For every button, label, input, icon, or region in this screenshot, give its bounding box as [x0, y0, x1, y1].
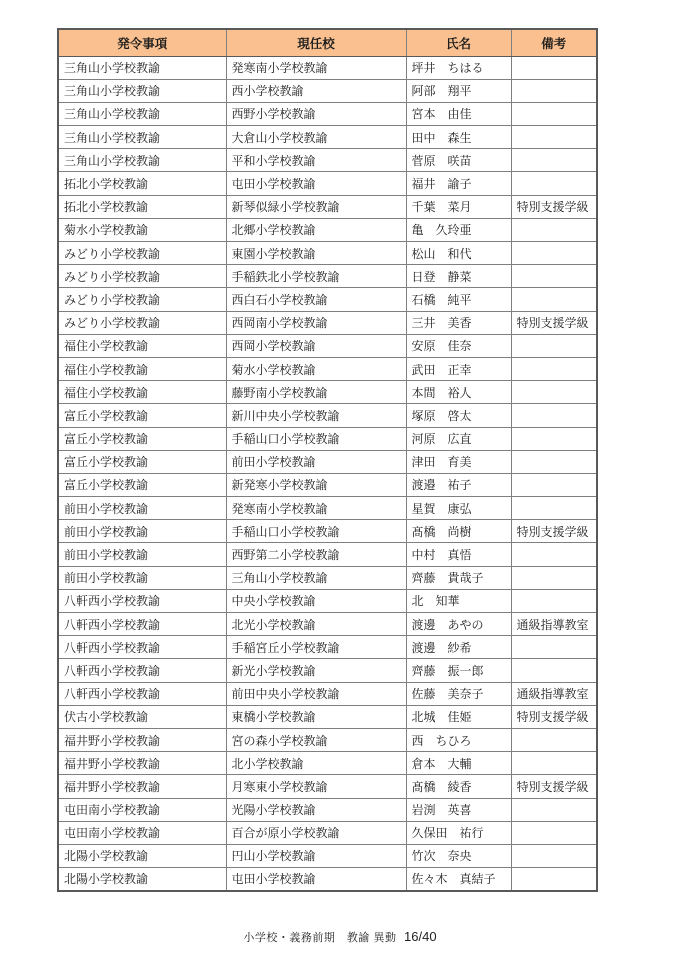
table-row	[58, 102, 597, 125]
cell-name: 北 知華	[406, 589, 511, 612]
page-number: 16/40	[404, 929, 437, 944]
cell-order: 八軒西小学校教諭	[58, 589, 226, 612]
cell-name: 中村 真悟	[406, 543, 511, 566]
cell-order: 富丘小学校教諭	[58, 450, 226, 473]
table-row	[58, 126, 597, 149]
cell-remarks	[511, 172, 597, 195]
cell-order: 伏古小学校教諭	[58, 705, 226, 728]
cell-current-school: 新発寒小学校教諭	[226, 473, 406, 496]
column-header-name: 氏名	[406, 29, 511, 56]
column-header-current-school: 現任校	[226, 29, 406, 56]
table-row	[58, 520, 597, 543]
cell-current-school: 西野第二小学校教諭	[226, 543, 406, 566]
cell-name: 岩渕 英喜	[406, 798, 511, 821]
cell-order: 三角山小学校教諭	[58, 56, 226, 79]
cell-name: 星賀 康弘	[406, 497, 511, 520]
cell-name: 坪井 ちはる	[406, 56, 511, 79]
cell-order: 拓北小学校教諭	[58, 195, 226, 218]
cell-order: 拓北小学校教諭	[58, 172, 226, 195]
table-row	[58, 334, 597, 357]
cell-remarks	[511, 56, 597, 79]
cell-current-school: 中央小学校教諭	[226, 589, 406, 612]
cell-remarks	[511, 404, 597, 427]
cell-current-school: 北郷小学校教諭	[226, 218, 406, 241]
footer-label: 小学校・義務前期 教諭 異動	[243, 932, 397, 944]
cell-name: 渡邊 あやの	[406, 613, 511, 636]
cell-remarks: 特別支援学級	[511, 311, 597, 334]
cell-name: 阿部 翔平	[406, 79, 511, 102]
table-row	[58, 195, 597, 218]
cell-current-school: 東橋小学校教諭	[226, 705, 406, 728]
cell-remarks: 特別支援学級	[511, 775, 597, 798]
cell-order: 前田小学校教諭	[58, 543, 226, 566]
cell-name: 竹次 奈央	[406, 844, 511, 867]
cell-current-school: 手稲山口小学校教諭	[226, 427, 406, 450]
cell-order: 菊水小学校教諭	[58, 218, 226, 241]
table-row	[58, 218, 597, 241]
cell-remarks	[511, 868, 597, 891]
cell-remarks	[511, 497, 597, 520]
table-row	[58, 311, 597, 334]
cell-name: 本間 裕人	[406, 381, 511, 404]
cell-remarks	[511, 798, 597, 821]
cell-order: 三角山小学校教諭	[58, 126, 226, 149]
cell-remarks	[511, 288, 597, 311]
table-row	[58, 659, 597, 682]
table-row	[58, 752, 597, 775]
cell-current-school: 発寒南小学校教諭	[226, 497, 406, 520]
cell-current-school: 藤野南小学校教諭	[226, 381, 406, 404]
table-row	[58, 821, 597, 844]
cell-order: 屯田南小学校教諭	[58, 798, 226, 821]
cell-current-school: 発寒南小学校教諭	[226, 56, 406, 79]
cell-name: 田中 森生	[406, 126, 511, 149]
cell-order: 福井野小学校教諭	[58, 728, 226, 751]
cell-remarks	[511, 752, 597, 775]
cell-name: 石橋 純平	[406, 288, 511, 311]
cell-name: 久保田 祐行	[406, 821, 511, 844]
cell-order: みどり小学校教諭	[58, 265, 226, 288]
table-row	[58, 682, 597, 705]
table-row	[58, 497, 597, 520]
cell-current-school: 三角山小学校教諭	[226, 566, 406, 589]
cell-current-school: 菊水小学校教諭	[226, 357, 406, 380]
column-header-order: 発令事項	[58, 29, 226, 56]
table-row	[58, 705, 597, 728]
cell-order: 前田小学校教諭	[58, 566, 226, 589]
cell-current-school: 屯田小学校教諭	[226, 868, 406, 891]
cell-remarks	[511, 821, 597, 844]
cell-name: 河原 広直	[406, 427, 511, 450]
cell-current-school: 宮の森小学校教諭	[226, 728, 406, 751]
cell-remarks: 通級指導教室	[511, 682, 597, 705]
cell-order: みどり小学校教諭	[58, 311, 226, 334]
cell-remarks	[511, 450, 597, 473]
cell-remarks	[511, 334, 597, 357]
cell-name: 菅原 咲苗	[406, 149, 511, 172]
cell-order: 八軒西小学校教諭	[58, 659, 226, 682]
cell-remarks	[511, 357, 597, 380]
cell-name: 渡邊 紗希	[406, 636, 511, 659]
cell-current-school: 東園小学校教諭	[226, 242, 406, 265]
table-row	[58, 56, 597, 79]
table-row	[58, 149, 597, 172]
cell-name: 齊藤 貴哉子	[406, 566, 511, 589]
cell-remarks	[511, 102, 597, 125]
cell-remarks: 特別支援学級	[511, 195, 597, 218]
cell-name: 亀 久玲亜	[406, 218, 511, 241]
table-row	[58, 357, 597, 380]
page-footer	[0, 929, 680, 945]
table-row	[58, 172, 597, 195]
cell-current-school: 手稲山口小学校教諭	[226, 520, 406, 543]
table-row	[58, 404, 597, 427]
cell-name: 髙橋 尚樹	[406, 520, 511, 543]
cell-order: 八軒西小学校教諭	[58, 682, 226, 705]
table-row	[58, 79, 597, 102]
cell-current-school: 円山小学校教諭	[226, 844, 406, 867]
cell-order: 八軒西小学校教諭	[58, 636, 226, 659]
cell-current-school: 大倉山小学校教諭	[226, 126, 406, 149]
cell-current-school: 新光小学校教諭	[226, 659, 406, 682]
cell-name: 津田 育美	[406, 450, 511, 473]
cell-order: 北陽小学校教諭	[58, 844, 226, 867]
cell-current-school: 北光小学校教諭	[226, 613, 406, 636]
cell-name: 倉本 大輔	[406, 752, 511, 775]
table-row	[58, 775, 597, 798]
cell-remarks: 特別支援学級	[511, 705, 597, 728]
cell-name: 北城 佳姫	[406, 705, 511, 728]
cell-order: 福住小学校教諭	[58, 381, 226, 404]
table-row	[58, 543, 597, 566]
cell-remarks	[511, 473, 597, 496]
table-row	[58, 381, 597, 404]
cell-order: 富丘小学校教諭	[58, 473, 226, 496]
table-row	[58, 566, 597, 589]
cell-remarks	[511, 149, 597, 172]
cell-remarks	[511, 659, 597, 682]
cell-name: 西 ちひろ	[406, 728, 511, 751]
table-row	[58, 288, 597, 311]
cell-current-school: 西小学校教諭	[226, 79, 406, 102]
cell-order: 北陽小学校教諭	[58, 868, 226, 891]
cell-current-school: 百合が原小学校教諭	[226, 821, 406, 844]
cell-name: 武田 正幸	[406, 357, 511, 380]
cell-name: 髙橋 綾香	[406, 775, 511, 798]
table-header	[58, 29, 597, 56]
cell-current-school: 西野小学校教諭	[226, 102, 406, 125]
cell-order: 福住小学校教諭	[58, 357, 226, 380]
cell-remarks: 特別支援学級	[511, 520, 597, 543]
table-row	[58, 450, 597, 473]
table-row	[58, 844, 597, 867]
cell-current-school: 屯田小学校教諭	[226, 172, 406, 195]
cell-order: 前田小学校教諭	[58, 497, 226, 520]
cell-order: 福井野小学校教諭	[58, 775, 226, 798]
cell-remarks	[511, 636, 597, 659]
cell-remarks	[511, 265, 597, 288]
cell-remarks	[511, 844, 597, 867]
cell-name: 三井 美香	[406, 311, 511, 334]
cell-name: 千葉 菜月	[406, 195, 511, 218]
cell-name: 塚原 啓太	[406, 404, 511, 427]
cell-current-school: 手稲宮丘小学校教諭	[226, 636, 406, 659]
cell-current-school: 前田小学校教諭	[226, 450, 406, 473]
table-row	[58, 728, 597, 751]
cell-order: みどり小学校教諭	[58, 288, 226, 311]
table-row	[58, 242, 597, 265]
cell-remarks	[511, 427, 597, 450]
table-row	[58, 589, 597, 612]
cell-current-school: 手稲鉄北小学校教諭	[226, 265, 406, 288]
cell-current-school: 西岡南小学校教諭	[226, 311, 406, 334]
cell-name: 安原 佳奈	[406, 334, 511, 357]
cell-remarks	[511, 728, 597, 751]
cell-order: みどり小学校教諭	[58, 242, 226, 265]
cell-name: 松山 和代	[406, 242, 511, 265]
cell-current-school: 北小学校教諭	[226, 752, 406, 775]
cell-name: 佐藤 美奈子	[406, 682, 511, 705]
cell-remarks	[511, 79, 597, 102]
cell-current-school: 新琴似緑小学校教諭	[226, 195, 406, 218]
cell-current-school: 光陽小学校教諭	[226, 798, 406, 821]
cell-name: 福井 諭子	[406, 172, 511, 195]
table-row	[58, 265, 597, 288]
cell-name: 佐々木 真結子	[406, 868, 511, 891]
cell-current-school: 前田中央小学校教諭	[226, 682, 406, 705]
cell-name: 齊藤 振一郎	[406, 659, 511, 682]
table-row	[58, 636, 597, 659]
table-row	[58, 798, 597, 821]
cell-current-school: 西白石小学校教諭	[226, 288, 406, 311]
cell-order: 福井野小学校教諭	[58, 752, 226, 775]
header-row	[58, 29, 597, 56]
cell-name: 渡邉 祐子	[406, 473, 511, 496]
cell-order: 福住小学校教諭	[58, 334, 226, 357]
cell-order: 前田小学校教諭	[58, 520, 226, 543]
cell-current-school: 新川中央小学校教諭	[226, 404, 406, 427]
cell-order: 三角山小学校教諭	[58, 149, 226, 172]
cell-order: 八軒西小学校教諭	[58, 613, 226, 636]
cell-order: 富丘小学校教諭	[58, 427, 226, 450]
cell-name: 日登 静菜	[406, 265, 511, 288]
cell-current-school: 平和小学校教諭	[226, 149, 406, 172]
cell-order: 三角山小学校教諭	[58, 102, 226, 125]
cell-remarks	[511, 566, 597, 589]
cell-remarks	[511, 242, 597, 265]
table-body	[58, 56, 597, 891]
teacher-transfer-table	[57, 28, 598, 892]
column-header-remarks: 備考	[511, 29, 597, 56]
cell-current-school: 月寒東小学校教諭	[226, 775, 406, 798]
cell-remarks	[511, 543, 597, 566]
cell-name: 宮本 由佳	[406, 102, 511, 125]
cell-remarks: 通級指導教室	[511, 613, 597, 636]
table-row	[58, 473, 597, 496]
table-row	[58, 427, 597, 450]
cell-current-school: 西岡小学校教諭	[226, 334, 406, 357]
table-row	[58, 613, 597, 636]
cell-order: 屯田南小学校教諭	[58, 821, 226, 844]
cell-remarks	[511, 218, 597, 241]
cell-remarks	[511, 589, 597, 612]
table-row	[58, 868, 597, 891]
cell-order: 富丘小学校教諭	[58, 404, 226, 427]
cell-order: 三角山小学校教諭	[58, 79, 226, 102]
cell-remarks	[511, 381, 597, 404]
cell-remarks	[511, 126, 597, 149]
